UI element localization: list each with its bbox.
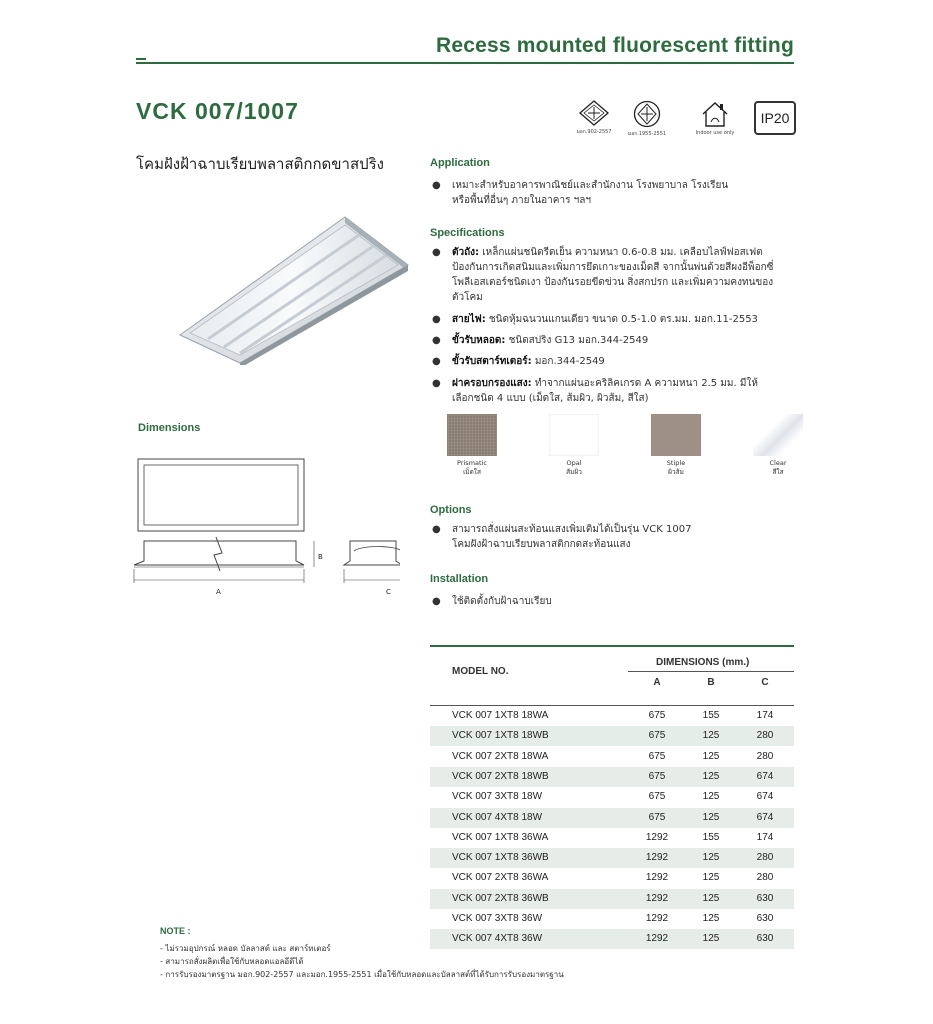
bullet-dot: ● bbox=[432, 356, 441, 367]
bullet-dot: ● bbox=[432, 247, 441, 258]
header-tick bbox=[136, 58, 146, 60]
spec-text: ทำจากแผ่นอะคริลิคเกรด A ความหนา 2.5 มม. มีให้ bbox=[531, 378, 758, 389]
product-photo bbox=[140, 205, 420, 365]
table-row bbox=[430, 929, 794, 949]
spec-item-starter-holder bbox=[432, 354, 797, 369]
dim-c-cell: 630 bbox=[756, 913, 774, 924]
tisi-safety-caption: มอก.1955-2551 bbox=[627, 131, 667, 137]
model-column-header: MODEL NO. bbox=[452, 666, 509, 677]
table-row bbox=[430, 909, 794, 929]
spec-text: เหล็กแผ่นชนิดรีดเย็น ความหนา 0.6-0.8 มม. เคลือบไลฟ์ฟอสเฟต bbox=[479, 247, 763, 258]
dim-c-cell: 280 bbox=[756, 852, 774, 864]
note-line: - สามารถสั่งผลิตเพื่อใช้กับหลอดแอลอีดีได้ bbox=[160, 957, 304, 966]
spec-text: ป้องกันการเกิดสนิมและเพิ่มการยึดเกาะของเม็ดสี จากนั้นพ่นด้วยสีผงอีพ็อกซี่ bbox=[452, 262, 774, 273]
dim-a-cell: 1292 bbox=[645, 892, 669, 904]
swatch-thai: เม็ดใส bbox=[463, 468, 481, 476]
model-cell: VCK 007 2XT8 36WA bbox=[452, 872, 549, 884]
model-cell: VCK 007 2XT8 36WB bbox=[452, 892, 549, 904]
spec-item-body bbox=[432, 245, 797, 305]
table-row bbox=[430, 767, 794, 787]
product-thai-title: โคมฝังฝ้าฉาบเรียบพลาสติกกดขาสปริง bbox=[136, 155, 384, 173]
table-row bbox=[430, 848, 794, 868]
dimensions-column-header: DIMENSIONS (mm.) bbox=[656, 657, 750, 668]
model-cell: VCK 007 4XT8 36W bbox=[452, 933, 543, 945]
spec-text: มอก.344-2549 bbox=[531, 356, 605, 367]
model-cell: VCK 007 2XT8 18WA bbox=[452, 750, 549, 762]
page-header-title: Recess mounted fluorescent fitting bbox=[435, 34, 794, 57]
spec-text: ตัวโคม bbox=[452, 292, 483, 303]
dim-c-cell: 674 bbox=[756, 770, 774, 782]
table-row bbox=[430, 828, 794, 848]
dim-c-cell: 630 bbox=[756, 933, 774, 945]
dim-a-cell: 675 bbox=[648, 811, 666, 823]
dim-b-cell: 125 bbox=[702, 933, 720, 945]
options-line: โคมฝังฝ้าฉาบเรียบพลาสติกกดสะท้อนแสง bbox=[452, 539, 631, 550]
table-row bbox=[430, 747, 794, 767]
bullet-dot: ● bbox=[432, 524, 441, 535]
swatch-label-stiple bbox=[646, 459, 706, 477]
note-line: - การรับรองมาตรฐาน มอก.902-2557 และมอก.1955-2551 เมื่อใช้กับหลอดและบัลลาสต์ที่ได้รับการรับรองมาตรฐาน bbox=[160, 970, 564, 979]
swatch-thai: สีใส bbox=[772, 468, 784, 476]
swatch-thai: ส้มผิว bbox=[566, 468, 582, 476]
tisi-mark-icon bbox=[579, 100, 609, 126]
spec-label: ฝาครอบกรองแสง: bbox=[452, 378, 532, 389]
options-line: สามารถสั่งแผ่นสะท้อนแสงเพิ่มเติมได้เป็นรุ่น VCK 1007 bbox=[452, 524, 692, 535]
spec-text: โพลีเอสเตอร์ชนิดเงา ป้องกันรอยขีดข่วน สิ่งสกปรก และเพิ่มความคงทนของ bbox=[452, 277, 774, 288]
swatch-stiple bbox=[651, 414, 701, 456]
options-item bbox=[432, 522, 792, 552]
dim-a-cell: 675 bbox=[648, 791, 666, 803]
swatch-label-prismatic bbox=[442, 459, 502, 477]
col-c-header: C bbox=[761, 677, 769, 688]
dim-b-cell: 125 bbox=[702, 872, 720, 884]
model-title: VCK 007/1007 bbox=[136, 98, 299, 124]
dim-c-cell: 280 bbox=[756, 872, 774, 884]
swatch-name: Clear bbox=[769, 459, 787, 467]
swatch-name: Stiple bbox=[666, 459, 686, 467]
swatch-thai: ผิวส้ม bbox=[668, 468, 684, 476]
dimension-label-b: B bbox=[318, 553, 323, 561]
tisi-certification bbox=[567, 100, 621, 136]
dim-a-cell: 675 bbox=[648, 750, 666, 762]
swatch-name: Prismatic bbox=[457, 459, 487, 467]
swatch-prismatic bbox=[447, 414, 497, 456]
note-title: NOTE : bbox=[160, 926, 191, 936]
spec-label: ขั้วรับสตาร์ทเตอร์: bbox=[452, 356, 532, 367]
bullet-dot: ● bbox=[432, 378, 441, 389]
dim-b-cell: 125 bbox=[702, 913, 720, 924]
table-row bbox=[430, 889, 794, 909]
tisi-safety-certification bbox=[620, 100, 674, 138]
model-cell: VCK 007 1XT8 36WA bbox=[452, 831, 549, 843]
application-line: เหมาะสำหรับอาคารพาณิชย์และสำนักงาน โรงพยาบาล โรงเรียน bbox=[452, 180, 729, 191]
bullet-dot: ● bbox=[432, 335, 441, 346]
model-cell: VCK 007 3XT8 18W bbox=[452, 791, 543, 803]
header-rule bbox=[136, 62, 794, 64]
model-cell: VCK 007 2XT8 18WB bbox=[452, 770, 549, 782]
ip-rating-badge: IP20 bbox=[754, 101, 796, 135]
dim-b-cell: 125 bbox=[702, 852, 720, 864]
dimension-label-c: C bbox=[386, 588, 391, 596]
model-cell: VCK 007 3XT8 36W bbox=[452, 913, 543, 924]
table-top-rule bbox=[430, 645, 794, 647]
dimensions-header-rule bbox=[628, 671, 794, 672]
specifications-heading: Specifications bbox=[430, 227, 505, 239]
spec-text: ชนิดสปริง G13 มอก.344-2549 bbox=[505, 335, 649, 346]
spec-item-wiring bbox=[432, 312, 797, 327]
dim-a-cell: 1292 bbox=[645, 913, 669, 924]
spec-label: ตัวถัง: bbox=[452, 247, 480, 258]
dimensions-heading: Dimensions bbox=[138, 422, 201, 434]
tisi-safety-mark-icon bbox=[633, 100, 661, 128]
spec-text: ชนิดหุ้มฉนวนแกนเดียว ขนาด 0.5-1.0 ตร.มม. มอก.11-2553 bbox=[485, 314, 758, 325]
spec-label: สายไฟ: bbox=[452, 314, 486, 325]
table-row bbox=[430, 787, 794, 807]
dim-c-cell: 174 bbox=[756, 831, 774, 843]
dim-a-cell: 1292 bbox=[645, 933, 669, 945]
dim-a-cell: 675 bbox=[648, 710, 666, 721]
application-item bbox=[432, 178, 792, 208]
bullet-dot: ● bbox=[432, 596, 441, 607]
swatch-label-clear bbox=[748, 459, 808, 477]
installation-line: ใช้ติดตั้งกับฝ้าฉาบเรียบ bbox=[452, 596, 552, 607]
table-row bbox=[430, 808, 794, 828]
dim-b-cell: 155 bbox=[702, 710, 720, 721]
bullet-dot: ● bbox=[432, 314, 441, 325]
dim-b-cell: 125 bbox=[702, 730, 720, 742]
indoor-use-certification bbox=[688, 100, 742, 136]
dim-a-cell: 1292 bbox=[645, 852, 669, 864]
bullet-dot: ● bbox=[432, 180, 441, 191]
dim-a-cell: 1292 bbox=[645, 872, 669, 884]
dim-a-cell: 675 bbox=[648, 770, 666, 782]
table-row bbox=[430, 726, 794, 746]
dim-c-cell: 280 bbox=[756, 750, 774, 762]
dim-b-cell: 125 bbox=[702, 811, 720, 823]
dim-c-cell: 674 bbox=[756, 811, 774, 823]
dim-c-cell: 174 bbox=[756, 710, 774, 721]
options-heading: Options bbox=[430, 504, 472, 516]
col-a-header: A bbox=[653, 677, 661, 688]
dim-a-cell: 675 bbox=[648, 730, 666, 742]
model-cell: VCK 007 4XT8 18W bbox=[452, 811, 543, 823]
table-row bbox=[430, 868, 794, 888]
swatch-label-opal bbox=[544, 459, 604, 477]
dimension-label-a: A bbox=[216, 588, 221, 596]
spec-label: ขั้วรับหลอด: bbox=[452, 335, 506, 346]
application-heading: Application bbox=[430, 157, 490, 169]
dim-b-cell: 125 bbox=[702, 770, 720, 782]
indoor-use-caption: Indoor use only bbox=[695, 130, 735, 136]
dim-c-cell: 280 bbox=[756, 730, 774, 742]
installation-item bbox=[432, 594, 792, 609]
dim-b-cell: 125 bbox=[702, 892, 720, 904]
swatch-opal bbox=[549, 414, 599, 456]
swatch-name: Opal bbox=[566, 459, 582, 467]
model-cell: VCK 007 1XT8 18WA bbox=[452, 710, 549, 721]
spec-text: เลือกชนิด 4 แบบ (เม็ดใส, ส้มผิว, ผิวส้ม, สีใส) bbox=[452, 393, 649, 404]
indoor-use-icon bbox=[700, 100, 730, 128]
spec-item-diffuser bbox=[432, 376, 797, 406]
dimension-drawings bbox=[130, 455, 400, 605]
dim-b-cell: 125 bbox=[702, 791, 720, 803]
model-cell: VCK 007 1XT8 36WB bbox=[452, 852, 549, 864]
tisi-caption: มอก.902-2557 bbox=[576, 129, 612, 135]
dim-b-cell: 155 bbox=[702, 831, 720, 843]
installation-heading: Installation bbox=[430, 573, 489, 585]
col-b-header: B bbox=[707, 677, 715, 688]
dim-b-cell: 125 bbox=[702, 750, 720, 762]
spec-item-lampholder bbox=[432, 333, 797, 348]
table-row bbox=[430, 706, 794, 726]
note-line: - ไม่รวมอุปกรณ์ หลอด บัลลาสต์ และ สตาร์ทเตอร์ bbox=[160, 944, 331, 953]
model-cell: VCK 007 1XT8 18WB bbox=[452, 730, 549, 742]
dim-c-cell: 630 bbox=[756, 892, 774, 904]
swatch-clear bbox=[753, 414, 803, 456]
dim-a-cell: 1292 bbox=[645, 831, 669, 843]
application-line: หรือพื้นที่อื่นๆ ภายในอาคาร ฯลฯ bbox=[452, 195, 591, 206]
dim-c-cell: 674 bbox=[756, 791, 774, 803]
